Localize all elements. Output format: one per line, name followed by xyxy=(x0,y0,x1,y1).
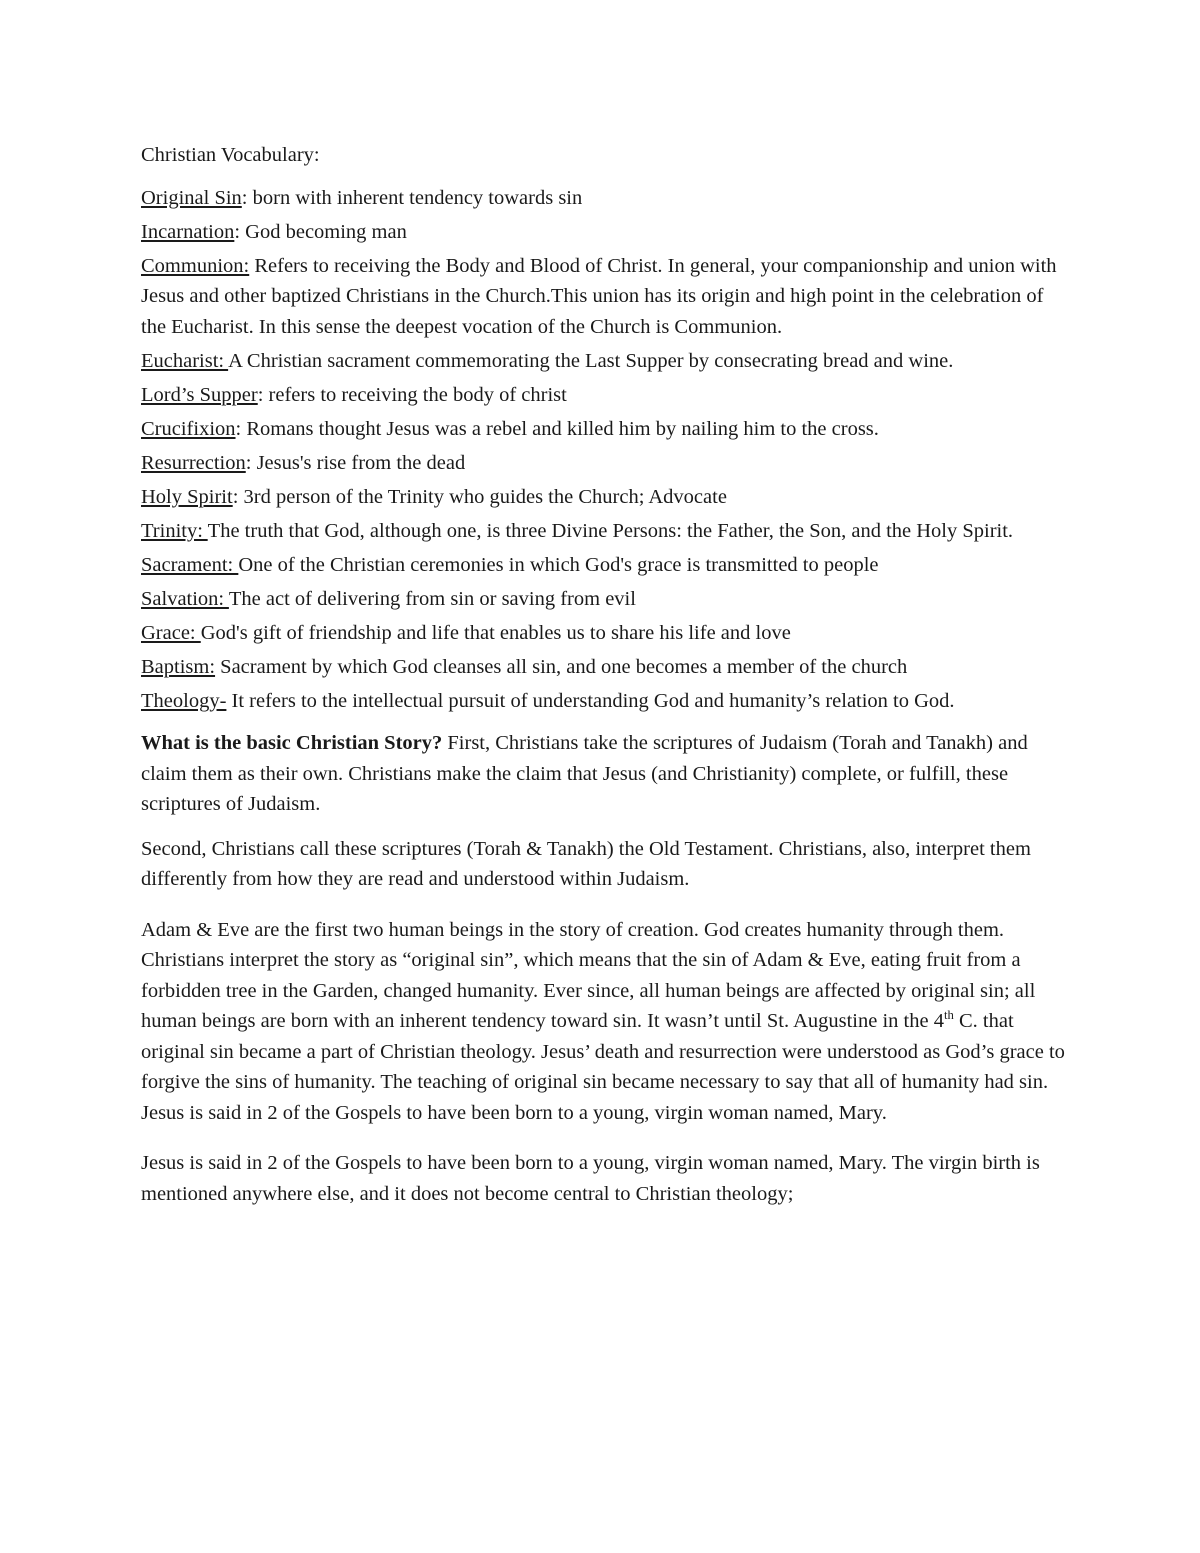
vocab-definition: The truth that God, although one, is three Divine Persons: the Father, the Son, and the Holy Spirit. xyxy=(207,519,1014,542)
story-question: What is the basic Christian Story? xyxy=(141,732,443,754)
vocab-item xyxy=(141,251,1066,343)
vocab-item xyxy=(141,183,1066,214)
vocab-term: Eucharist: xyxy=(141,349,229,372)
story-paragraph-3-text-b: C. that original sin became a part of Christian theology. Jesus’ death and resurrection were understood as God’s grace to forgive the sins of humanity. The teaching of original sin became necessary to say that all of humanity had sin. Jesus is said in 2 of the Gospels to have been born to a young, virgin woman named, Mary. xyxy=(141,1010,1065,1124)
vocab-definition: : born with inherent tendency towards sin xyxy=(241,186,583,209)
vocab-term: Theology- xyxy=(141,689,227,712)
story-paragraph-3 xyxy=(141,915,1066,1129)
vocab-definition: God's gift of friendship and life that enables us to share his life and love xyxy=(200,621,791,644)
vocab-item xyxy=(141,380,1066,411)
vocab-term: Communion: xyxy=(141,254,250,277)
vocab-definition: : 3rd person of the Trinity who guides the Church; Advocate xyxy=(232,485,727,508)
vocab-item xyxy=(141,346,1066,377)
vocab-term: Incarnation xyxy=(141,220,235,243)
vocab-term: Holy Spirit xyxy=(141,485,233,508)
vocab-definition: : Jesus's rise from the dead xyxy=(245,451,466,474)
vocabulary-list xyxy=(141,183,1066,717)
vocab-term: Crucifixion xyxy=(141,417,236,440)
vocab-term: Sacrament: xyxy=(141,553,239,576)
story-paragraph-3-text-a: Adam & Eve are the first two human beings in the story of creation. God creates humanity through them. Christians interpret the story as “original sin”, which means that the sin of Adam & Eve, eating fruit from a forbidden tree in the Garden, changed humanity. Ever since, all human beings are affected by original sin; all human beings are born with an inherent tendency toward sin. It wasn’t until St. Augustine in the 4 xyxy=(141,918,1036,1032)
vocab-term: Original Sin xyxy=(141,186,242,209)
vocab-item xyxy=(141,618,1066,649)
vocab-term: Grace: xyxy=(141,621,201,644)
vocab-definition: : God becoming man xyxy=(234,220,407,243)
vocab-definition: It refers to the intellectual pursuit of understanding God and humanity’s relation to God. xyxy=(226,689,955,712)
vocab-definition: The act of delivering from sin or saving from evil xyxy=(228,587,636,610)
vocab-term: Baptism: xyxy=(141,655,216,678)
vocab-definition: A Christian sacrament commemorating the Last Supper by consecrating bread and wine. xyxy=(228,349,954,372)
vocab-definition: Sacrament by which God cleanses all sin, and one becomes a member of the church xyxy=(215,655,908,678)
vocab-term: Lord’s Supper xyxy=(141,383,258,406)
document-page xyxy=(141,140,1066,1223)
story-paragraph-2: Second, Christians call these scriptures (Torah & Tanakh) the Old Testament. Christians, also, interpret them differently from how they are read and understood within Judaism. xyxy=(141,837,1031,890)
story-paragraph-1 xyxy=(141,728,1066,820)
vocab-item xyxy=(141,482,1066,513)
vocab-definition: One of the Christian ceremonies in which God's grace is transmitted to people xyxy=(238,553,879,576)
vocab-definition: Refers to receiving the Body and Blood of Christ. In general, your companionship and union with Jesus and other baptized Christians in the Church.This union has its origin and high point in the celebration of the Eucharist. In this sense the deepest vocation of the Church is Communion. xyxy=(141,254,1057,338)
story-paragraph-4: Jesus is said in 2 of the Gospels to have been born to a young, virgin woman named, Mary. The virgin birth is mentioned anywhere else, and it does not become central to Christian theology; xyxy=(141,1152,1040,1205)
vocab-item xyxy=(141,217,1066,248)
vocab-term: Resurrection xyxy=(141,451,246,474)
document-heading: Christian Vocabulary: xyxy=(141,144,320,166)
vocab-item xyxy=(141,448,1066,479)
vocab-item xyxy=(141,516,1066,547)
vocab-item xyxy=(141,550,1066,581)
ordinal-superscript: th xyxy=(943,1008,954,1023)
vocab-item xyxy=(141,652,1066,683)
vocab-item xyxy=(141,686,1066,717)
vocab-definition: : Romans thought Jesus was a rebel and killed him by nailing him to the cross. xyxy=(235,417,879,440)
story-paragraph-1-text: First, Christians take the scriptures of Judaism (Torah and Tanakh) and claim them as their own. Christians make the claim that Jesus (and Christianity) complete, or fulfill, these scriptures of Judaism. xyxy=(141,732,1028,815)
vocab-definition: : refers to receiving the body of christ xyxy=(257,383,567,406)
vocab-item xyxy=(141,414,1066,445)
vocab-term: Salvation: xyxy=(141,587,229,610)
vocab-item xyxy=(141,584,1066,615)
vocab-term: Trinity: xyxy=(141,519,208,542)
